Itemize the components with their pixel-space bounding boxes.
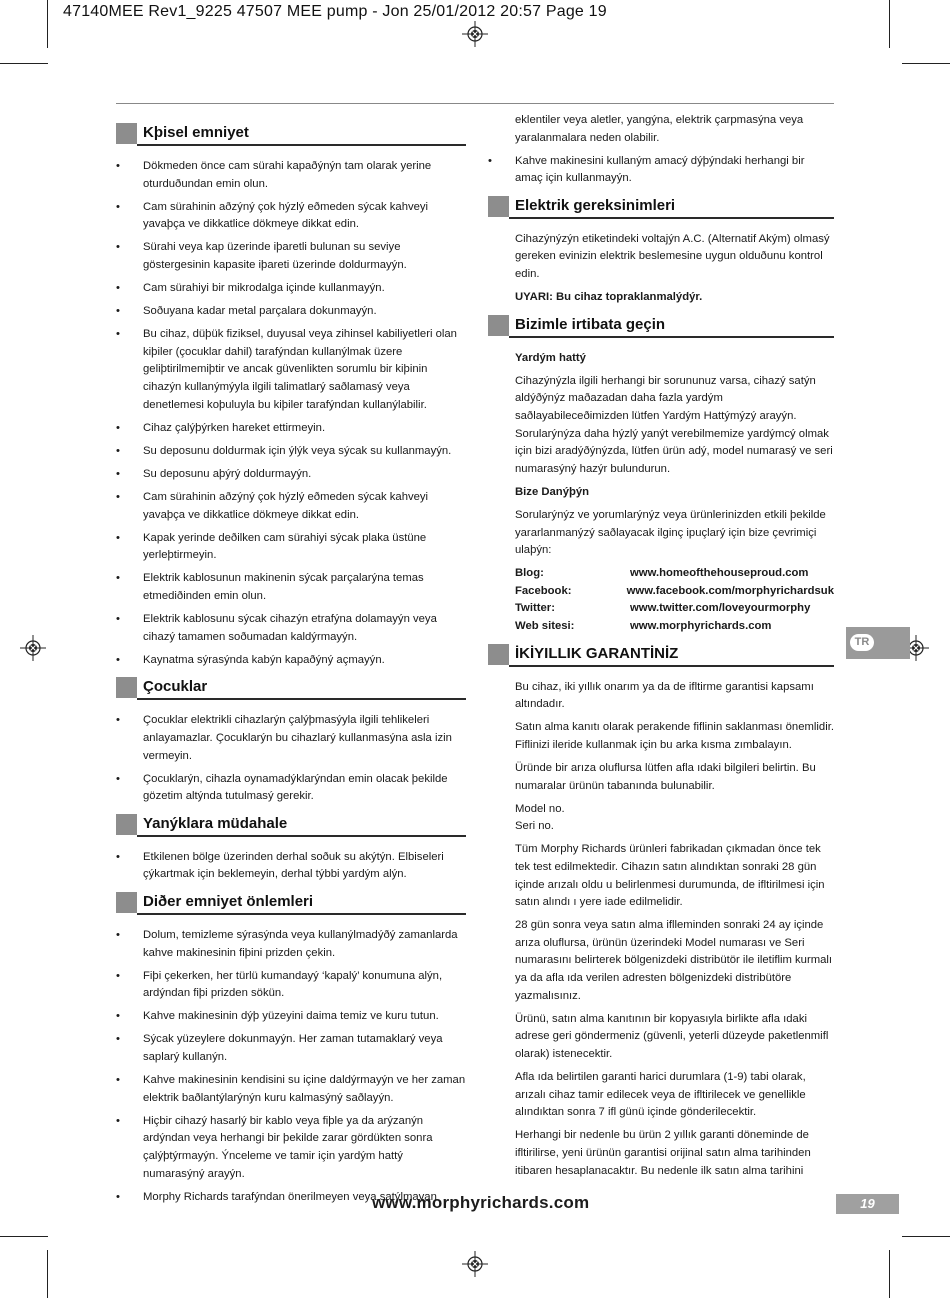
continued-text: eklentiler veya aletler, yangýna, elektrik çarpmasýna veya yaralanmalara neden olabilir. — [515, 114, 804, 144]
section-heading-children — [116, 677, 466, 700]
paragraph: Sorularýnýz ve yorumlarýnýz veya ürünlerinizden etkili þekilde yararlanmanýzý saðlayacak ilginç ipuçlarý için bize çevrimiçi ulaþýn: — [515, 509, 826, 557]
paragraph: Afla ıda belirtilen garanti harici durumlara (1-9) tabi olarak, arızalı cihaz tamir edilecek veya de ifltirilecek ve genellikle alındıktan sonra 7 ifl günü içinde gönderilecektir. — [515, 1071, 806, 1119]
burns-list — [116, 849, 466, 884]
list-item — [116, 1008, 466, 1026]
bullet: • — [116, 1010, 120, 1023]
section-title: Yanýklara müdahale — [143, 814, 288, 832]
bullet: • — [116, 467, 120, 480]
item-text: Sýcak yüzeylere dokunmayýn. Her zaman tutamaklarý veya saplarý kullanýn. — [143, 1033, 443, 1064]
list-item — [488, 153, 834, 188]
crop-mark — [889, 0, 890, 48]
list-item — [116, 1031, 466, 1066]
children-list — [116, 712, 466, 805]
right-column — [488, 115, 834, 1186]
heading-marker — [116, 892, 137, 913]
item-text: Elektrik kablosunu sýcak cihazýn etrafýna dolamayýn veya cihazý tamamen soðumadan kaldýrmayýn. — [143, 613, 437, 643]
list-item — [116, 968, 466, 1003]
contact-row-blog — [515, 565, 834, 583]
section-heading-warranty — [488, 644, 834, 667]
item-text: Çocuklarýn, cihazla oynamadýklarýndan emin olacak þekilde gözetim altýnda tutulmasý gerekir. — [143, 772, 448, 803]
section-title: İKİYILLIK GARANTİNİZ — [515, 644, 679, 662]
other-safety-list — [116, 927, 466, 1206]
section-heading-burns — [116, 814, 466, 837]
heading-rule — [137, 144, 466, 146]
crop-mark — [902, 63, 950, 64]
item-text: Kaynatma sýrasýnda kabýn kapaðýný açmayýn. — [143, 653, 385, 666]
list-item — [116, 530, 466, 565]
crop-mark — [889, 1250, 890, 1298]
crop-mark — [47, 0, 48, 48]
page-number: 19 — [836, 1194, 899, 1214]
paragraph: Herhangi bir nedenle bu ürün 2 yıllık garanti döneminde de ifltirilirse, yeni ürünün garantisi orijinal satın alma tarihinden itibaren hesaplanacaktır. Bu nedenle ilk satın alma tarihini — [515, 1129, 811, 1177]
section-heading-other-safety — [116, 892, 466, 915]
crop-mark — [47, 1250, 48, 1298]
section-heading-electrical — [488, 196, 834, 219]
bullet: • — [116, 491, 120, 503]
bullet: • — [116, 1114, 120, 1127]
blog-link[interactable]: www.homeofthehouseproud.com — [630, 567, 809, 580]
warning-text: UYARI: Bu cihaz topraklanmalýdýr. — [515, 291, 703, 304]
heading-rule — [137, 698, 466, 700]
list-item — [116, 420, 466, 438]
item-text: Soðuyana kadar metal parçalara dokunmayýn. — [143, 305, 377, 318]
item-text: Kahve makinesinin dýþ yüzeyini daima temiz ve kuru tutun. — [143, 1010, 439, 1023]
item-text: Cam sürahinin aðzýný çok hýzlý eðmeden sýcak kahveyi yavaþça ve dikkatlice dökmeye dikkat edin. — [143, 200, 429, 231]
left-column — [116, 115, 466, 1212]
bullet: • — [116, 969, 120, 982]
bullet: • — [116, 1190, 120, 1203]
list-item — [116, 652, 466, 670]
heading-marker — [116, 677, 137, 698]
paragraph: Ürünü, satın alma kanıtının bir kopyasıyla birlikte afla ıdaki adrese geri göndermeniz (güvenli, yeterli düzeyde paketlenmifl olarak) istenecektir. — [515, 1012, 829, 1060]
item-text: Hiçbir cihazý hasarlý bir kablo veya fiþle ya da arýzanýn ardýndan veya herhangi bir þekilde zarar gördükten sonra çalýþtýrmayýn. Ýnceleme ve tamir için yardým hattý numarasýný arayýn. — [143, 1114, 433, 1180]
facebook-link[interactable]: www.facebook.com/morphyrichardsuk — [626, 584, 834, 597]
bullet: • — [116, 531, 120, 544]
heading-rule — [509, 217, 834, 219]
bullet: • — [116, 1074, 120, 1087]
section-title: Diðer emniyet önlemleri — [143, 893, 314, 910]
list-item — [116, 712, 466, 765]
list-item — [116, 326, 466, 414]
paragraph: Üründe bir arıza oluflursa lütfen afla ıdaki bilgileri belirtin. Bu numaralar ürünün tabanında bulunabilir. — [515, 762, 816, 792]
subheading-contact-us: Bize Danýþýn — [515, 485, 590, 498]
paragraph: Bu cihaz, iki yıllık onarım ya da de ifltirme garantisi kapsamı altındadır. — [515, 680, 814, 711]
item-text: Kahve makinesinin kendisini su içine daldýrmayýn ve her zaman elektrik baðlantýlarýnýn kuru kalmasýný saðlayýn. — [143, 1074, 466, 1104]
list-item — [116, 849, 466, 884]
bullet: • — [116, 714, 120, 727]
section-heading-personal-safety — [116, 123, 466, 146]
bullet: • — [116, 282, 120, 295]
contact-label: Facebook: — [515, 584, 572, 597]
item-text: Su deposunu doldurmak için ýlýk veya sýcak su kullanmayýn. — [143, 444, 452, 457]
section-heading-contact — [488, 315, 834, 338]
crop-mark — [0, 1236, 48, 1237]
list-item — [116, 570, 466, 605]
registration-mark-icon — [462, 1251, 488, 1277]
list-item — [116, 1113, 466, 1183]
contact-label: Blog: — [515, 567, 544, 580]
item-text: Dökmeden önce cam sürahi kapaðýnýn tam olarak yerine oturduðundan emin olun. — [143, 160, 432, 190]
crop-mark — [902, 1236, 950, 1237]
list-item — [116, 443, 466, 461]
contact-row-twitter — [515, 600, 834, 618]
twitter-link[interactable]: www.twitter.com/loveyourmorphy — [630, 602, 811, 615]
bullet: • — [116, 200, 120, 213]
item-text: Cam sürahiyi bir mikrodalga içinde kullanmayýn. — [143, 282, 385, 295]
bullet: • — [116, 241, 120, 254]
item-text: Kahve makinesini kullaným amacý dýþýndaki herhangi bir amaç için kullanmayýn. — [515, 154, 805, 185]
item-text: Sürahi veya kap üzerinde iþaretli bulunan su seviye göstergesinin kapasite iþareti üzerinde doldurmayýn. — [143, 241, 407, 271]
heading-marker — [488, 644, 509, 665]
section-title: Kþisel emniyet — [143, 124, 249, 141]
item-text: Bu cihaz, düþük fiziksel, duyusal veya zihinsel kabiliyetleri olan kiþiler (çocuklar dahil) tarafýndan kullanýlmak üzere geliþtirilmemiþtir ve ancak güvenlikten sorumlu bir kiþinin cihazýn kullanýmýyla ilgili talimatlarý saðlamasý veya denetlemesi koþuluyla bu kiþiler tarafýndan kullanýlabilir. — [143, 328, 457, 411]
bullet: • — [116, 772, 120, 785]
contact-row-facebook — [515, 583, 834, 601]
item-text: Su deposunu aþýrý doldurmayýn. — [143, 467, 312, 480]
model-no-label: Model no. — [515, 802, 565, 815]
item-text: Dolum, temizleme sýrasýnda veya kullanýlmadýðý zamanlarda kahve makinesinin fiþini prizden çekin. — [143, 929, 458, 959]
continued-list — [488, 153, 834, 188]
item-text: Çocuklar elektrikli cihazlarýn çalýþmasýyla ilgili tehlikeleri anlayamazlar. Çocuklarýn bu cihazlarý kullanmasýna asla izin vermeyin. — [143, 714, 452, 762]
list-item — [116, 280, 466, 298]
registration-mark-icon — [462, 21, 488, 47]
list-item — [116, 489, 466, 524]
heading-rule — [509, 665, 834, 667]
contact-label: Web sitesi: — [515, 620, 575, 633]
heading-rule — [509, 336, 834, 338]
list-item — [116, 199, 466, 234]
list-item — [116, 239, 466, 274]
paragraph: Cihazýnýzýn etiketindeki voltajýn A.C. (Alternatif Akým) olmasý gereken evinizin elektrik beslemesine uygun olduðunu kontrol edin. — [515, 232, 830, 281]
heading-marker — [488, 315, 509, 336]
item-text: Etkilenen bölge üzerinden derhal soðuk su akýtýn. Elbiseleri çýkartmak için beklemeyin, derhal týbbi yardým alýn. — [143, 850, 444, 881]
list-item — [116, 611, 466, 646]
paragraph: Cihazýnýzla ilgili herhangi bir sorununuz varsa, cihazý satýn aldýðýnýz maðazadan daha fazla yardým saðlayabileceðimizden lütfen Yardým Hattýmýzý arayýn. Sorularýnýza daha hýzlý yanýt verebilmemize yardýmcý olmak için bizi aradýðýnýzda, lütfen ürün adý, model numarasý ve seri numarasýný hazýr bulundurun. — [515, 374, 833, 475]
bullet: • — [116, 572, 120, 585]
item-text: Fiþi çekerken, her türlü kumandayý ‘kapalý’ konumuna alýn, ardýndan fiþi prizden sökün. — [143, 969, 443, 1000]
footer-website: www.morphyrichards.com — [372, 1193, 590, 1212]
paragraph: Tüm Morphy Richards ürünleri fabrikadan çıkmadan önce tek tek test edilmektedir. Cihazın satın alındıktan sonraki 28 gün içinde arızalı oldu u belirlenmesi durumunda, de ifltirilmesi için satın alındı ı yere iade edilmelidir. — [515, 843, 825, 909]
section-title: Elektrik gereksinimleri — [515, 196, 676, 214]
heading-rule — [137, 835, 466, 837]
crop-mark — [0, 63, 48, 64]
section-title: Bizimle irtibata geçin — [515, 315, 666, 333]
paragraph: 28 gün sonra veya satın alma iflleminden sonraki 24 ay içinde arıza oluflursa, ürünün üzerindeki Model numarası ve Seri numarasını belirterek bölgenizdeki distribütör ile iletiflim kurmalı ya da afla ıda verilen adresten bölgenizdeki distribütöre yazmalısınız. — [515, 919, 833, 1002]
bullet: • — [116, 1033, 120, 1046]
list-item — [116, 1072, 466, 1107]
item-text: Elektrik kablosunun makinenin sýcak parçalarýna temas etmediðinden emin olun. — [143, 572, 424, 602]
serial-no-label: Seri no. — [515, 820, 554, 833]
paragraph: Satın alma kanıtı olarak perakende fiflinin saklanması önemlidir. Fiflinizi ileride kullanmak için bu arka kısma zımbalayın. — [515, 721, 834, 751]
list-item — [116, 158, 466, 193]
bullet: • — [116, 929, 120, 941]
bullet: • — [116, 305, 120, 318]
list-item — [116, 771, 466, 806]
heading-marker — [116, 814, 137, 835]
section-title: Çocuklar — [143, 678, 208, 696]
item-text: Cihaz çalýþýrken hareket ettirmeyin. — [143, 421, 326, 434]
contact-row-website — [515, 618, 834, 636]
list-item — [116, 927, 466, 962]
item-text: Kapak yerinde deðilken cam sürahiyi sýcak plaka üstüne yerleþtirmeyin. — [143, 531, 427, 562]
bullet: • — [116, 421, 120, 434]
bullet: • — [116, 613, 120, 626]
list-item — [116, 466, 466, 484]
bullet: • — [116, 850, 120, 863]
print-slug: 47140MEE Rev1_9225 47507 MEE pump - Jon 25/01/2012 20:57 Page 19 — [63, 3, 607, 20]
personal-safety-list — [116, 158, 466, 669]
heading-marker — [116, 123, 137, 144]
bullet: • — [116, 653, 120, 666]
subheading-helpline: Yardým hattý — [515, 351, 586, 364]
list-item — [116, 303, 466, 321]
contact-label: Twitter: — [515, 602, 555, 615]
website-link[interactable]: www.morphyrichards.com — [630, 620, 772, 633]
bullet: • — [488, 154, 492, 167]
top-rule — [116, 103, 834, 104]
bullet: • — [116, 328, 120, 341]
language-badge: TR — [850, 634, 874, 651]
bullet: • — [116, 444, 120, 457]
item-text: Morphy Richards tarafýndan önerilmeyen veya satýlmayan — [143, 1190, 437, 1203]
item-text: Cam sürahinin aðzýný çok hýzlý eðmeden sýcak kahveyi yavaþça ve dikkatlice dökmeye dikkat edin. — [143, 491, 429, 521]
heading-marker — [488, 196, 509, 217]
heading-rule — [137, 913, 466, 915]
registration-mark-icon — [20, 635, 46, 661]
bullet: • — [116, 160, 120, 172]
